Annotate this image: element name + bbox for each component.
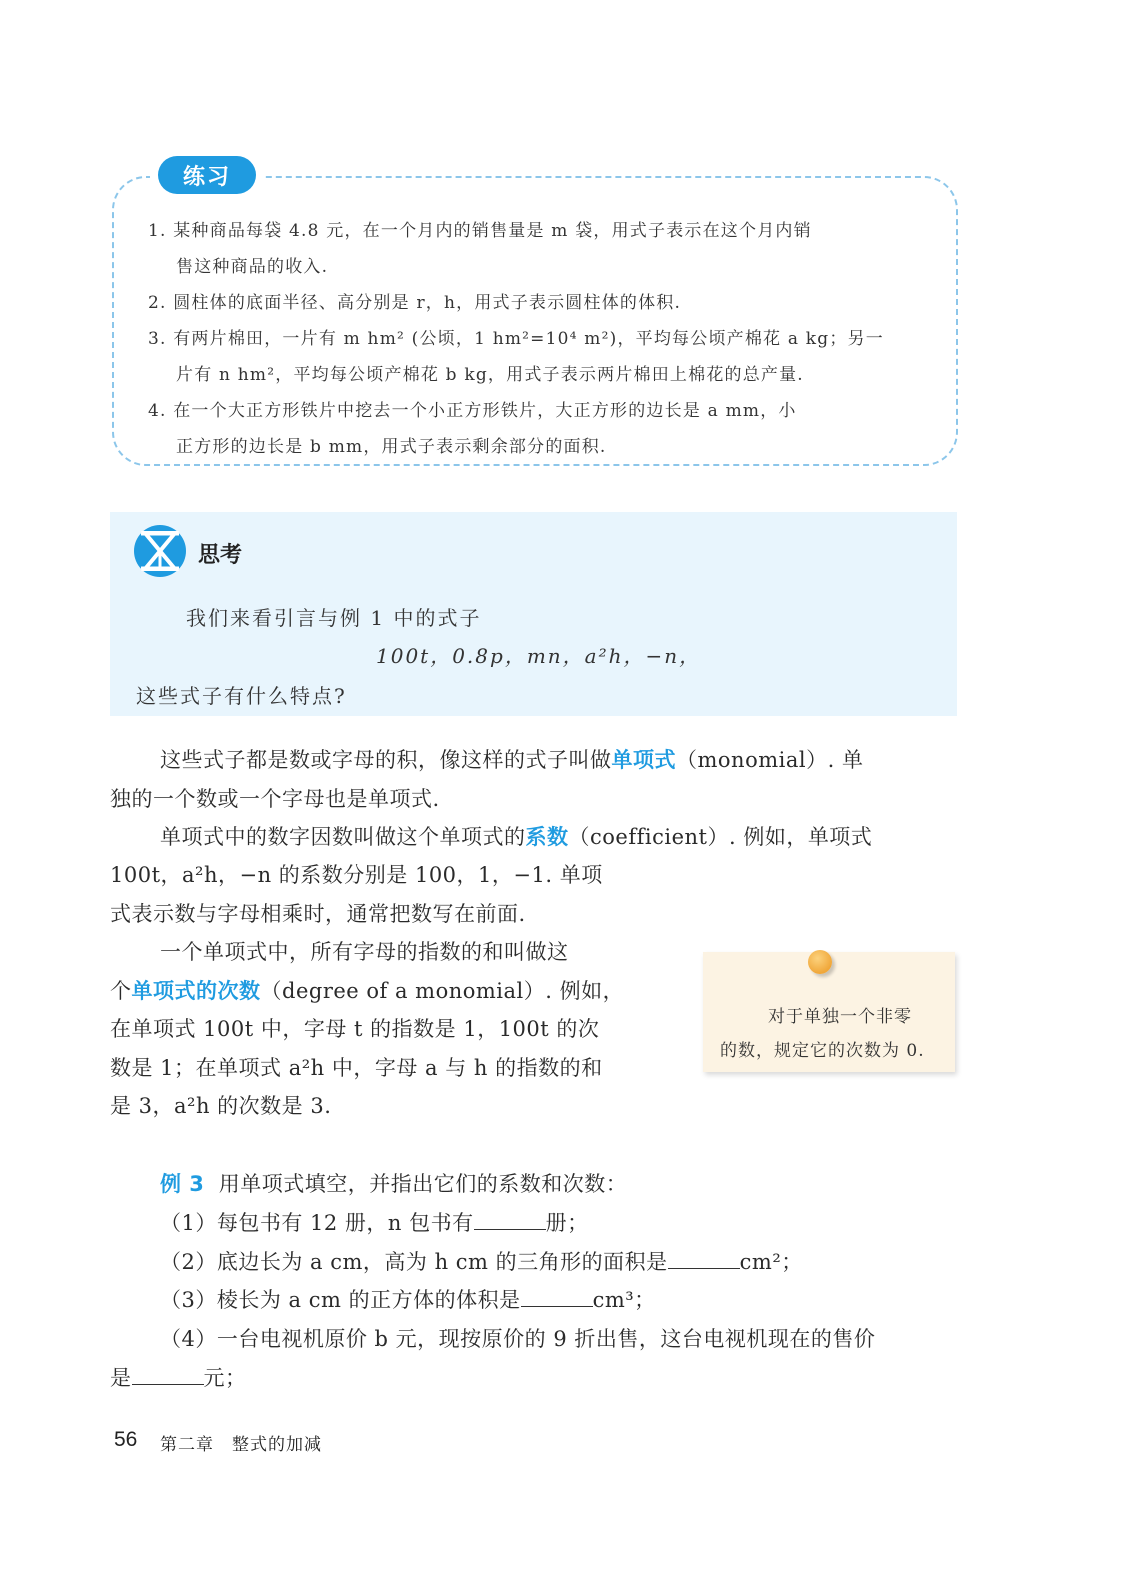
paragraph-3-line-5: 是 3，a²h 的次数是 3. bbox=[110, 1094, 332, 1118]
item-number: 3. bbox=[148, 329, 167, 349]
paragraph-3-line-3: 在单项式 100t 中，字母 t 的指数是 1，100t 的次 bbox=[110, 1017, 600, 1041]
text: 这些式子都是数或字母的积，像这样的式子叫做 bbox=[160, 748, 612, 772]
paragraph-2-line-1 bbox=[160, 821, 872, 851]
text: （coefficient）. 例如，单项式 bbox=[568, 825, 873, 849]
example-item-1 bbox=[160, 1207, 589, 1237]
practice-item-3-line1 bbox=[148, 324, 884, 349]
example-3-heading bbox=[160, 1168, 627, 1198]
text: （degree of a monomial）. 例如， bbox=[260, 979, 625, 1003]
text: 元； bbox=[203, 1366, 247, 1390]
chapter-label: 第二章 bbox=[160, 1435, 214, 1455]
paragraph-1-line-1 bbox=[160, 744, 863, 774]
practice-item-4-line1 bbox=[148, 396, 797, 421]
answer-blank[interactable] bbox=[521, 1288, 593, 1307]
think-title: 思考 bbox=[198, 543, 243, 568]
note-line-2: 的数，规定它的次数为 0. bbox=[720, 1041, 925, 1061]
item-text: 在一个大正方形铁片中挖去一个小正方形铁片，大正方形的边长是 a mm，小 bbox=[173, 401, 797, 421]
pushpin-icon bbox=[808, 950, 832, 974]
practice-item-1-line2: 售这种商品的收入. bbox=[176, 257, 329, 277]
text: 是 bbox=[110, 1366, 132, 1390]
chapter-title: 整式的加减 bbox=[232, 1435, 322, 1455]
answer-blank[interactable] bbox=[132, 1366, 204, 1385]
note-line-1: 对于单独一个非零 bbox=[768, 1007, 912, 1027]
example-item-2 bbox=[160, 1246, 803, 1276]
term-degree: 单项式的次数 bbox=[131, 979, 261, 1003]
practice-tab bbox=[158, 156, 256, 194]
paragraph-3-line-4: 数是 1；在单项式 a²h 中，字母 a 与 h 的指数的和 bbox=[110, 1056, 603, 1080]
item-number: 1. bbox=[148, 221, 167, 241]
term-coefficient: 系数 bbox=[525, 825, 569, 849]
item-number: 2. bbox=[148, 293, 167, 313]
term-monomial: 单项式 bbox=[611, 748, 676, 772]
example-item-4: （4）一台电视机原价 b 元，现按原价的 9 折出售，这台电视机现在的售价 bbox=[160, 1327, 876, 1351]
hourglass-icon bbox=[133, 524, 187, 578]
practice-item-3-line2: 片有 n hm²，平均每公顷产棉花 b kg，用式子表示两片棉田上棉花的总产量. bbox=[176, 365, 804, 385]
practice-title: 练习 bbox=[182, 164, 231, 190]
text: 单项式中的数字因数叫做这个单项式的 bbox=[160, 825, 526, 849]
practice-item-1-line1 bbox=[148, 216, 812, 241]
page-number: 56 bbox=[114, 1428, 138, 1451]
example-intro: 用单项式填空，并指出它们的系数和次数： bbox=[218, 1172, 628, 1196]
think-line-3: 这些式子有什么特点? bbox=[136, 684, 347, 708]
paragraph-2-line-3: 式表示数与字母相乘时，通常把数写在前面. bbox=[110, 902, 526, 926]
text: （1）每包书有 12 册，n 包书有 bbox=[160, 1211, 474, 1235]
text: （3）棱长为 a cm 的正方体的体积是 bbox=[160, 1288, 521, 1312]
text: cm³； bbox=[592, 1288, 656, 1312]
example-item-4-line-2 bbox=[110, 1362, 247, 1392]
paragraph-1-line-2: 独的一个数或一个字母也是单项式. bbox=[110, 787, 440, 811]
text: cm²； bbox=[739, 1250, 803, 1274]
item-text: 有两片棉田，一片有 m hm² (公顷，1 hm²=10⁴ m²)，平均每公顷产棉花 a kg；另一 bbox=[173, 329, 884, 349]
paragraph-3-line-1: 一个单项式中，所有字母的指数的和叫做这 bbox=[160, 940, 569, 964]
paragraph-3-line-2 bbox=[110, 975, 624, 1005]
practice-item-4-line2: 正方形的边长是 b mm，用式子表示剩余部分的面积. bbox=[176, 437, 607, 457]
example-item-3 bbox=[160, 1284, 656, 1314]
answer-blank[interactable] bbox=[474, 1211, 546, 1230]
item-text: 圆柱体的底面半径、高分别是 r，h，用式子表示圆柱体的体积. bbox=[173, 293, 682, 313]
item-text: 某种商品每袋 4.8 元，在一个月内的销售量是 m 袋，用式子表示在这个月内销 bbox=[173, 221, 812, 241]
item-number: 4. bbox=[148, 401, 167, 421]
example-label: 例 3 bbox=[160, 1172, 205, 1196]
think-expressions: 100t，0.8p，mn，a²h，−n， bbox=[376, 644, 702, 668]
paragraph-2-line-2: 100t，a²h，−n 的系数分别是 100，1，−1. 单项 bbox=[110, 863, 603, 887]
practice-item-2-line1 bbox=[148, 288, 681, 313]
text: （2）底边长为 a cm，高为 h cm 的三角形的面积是 bbox=[160, 1250, 668, 1274]
answer-blank[interactable] bbox=[668, 1250, 740, 1269]
text: （monomial）. 单 bbox=[676, 748, 864, 772]
text: 个 bbox=[110, 979, 132, 1003]
think-line-1: 我们来看引言与例 1 中的式子 bbox=[186, 606, 482, 630]
text: 册； bbox=[545, 1211, 589, 1235]
